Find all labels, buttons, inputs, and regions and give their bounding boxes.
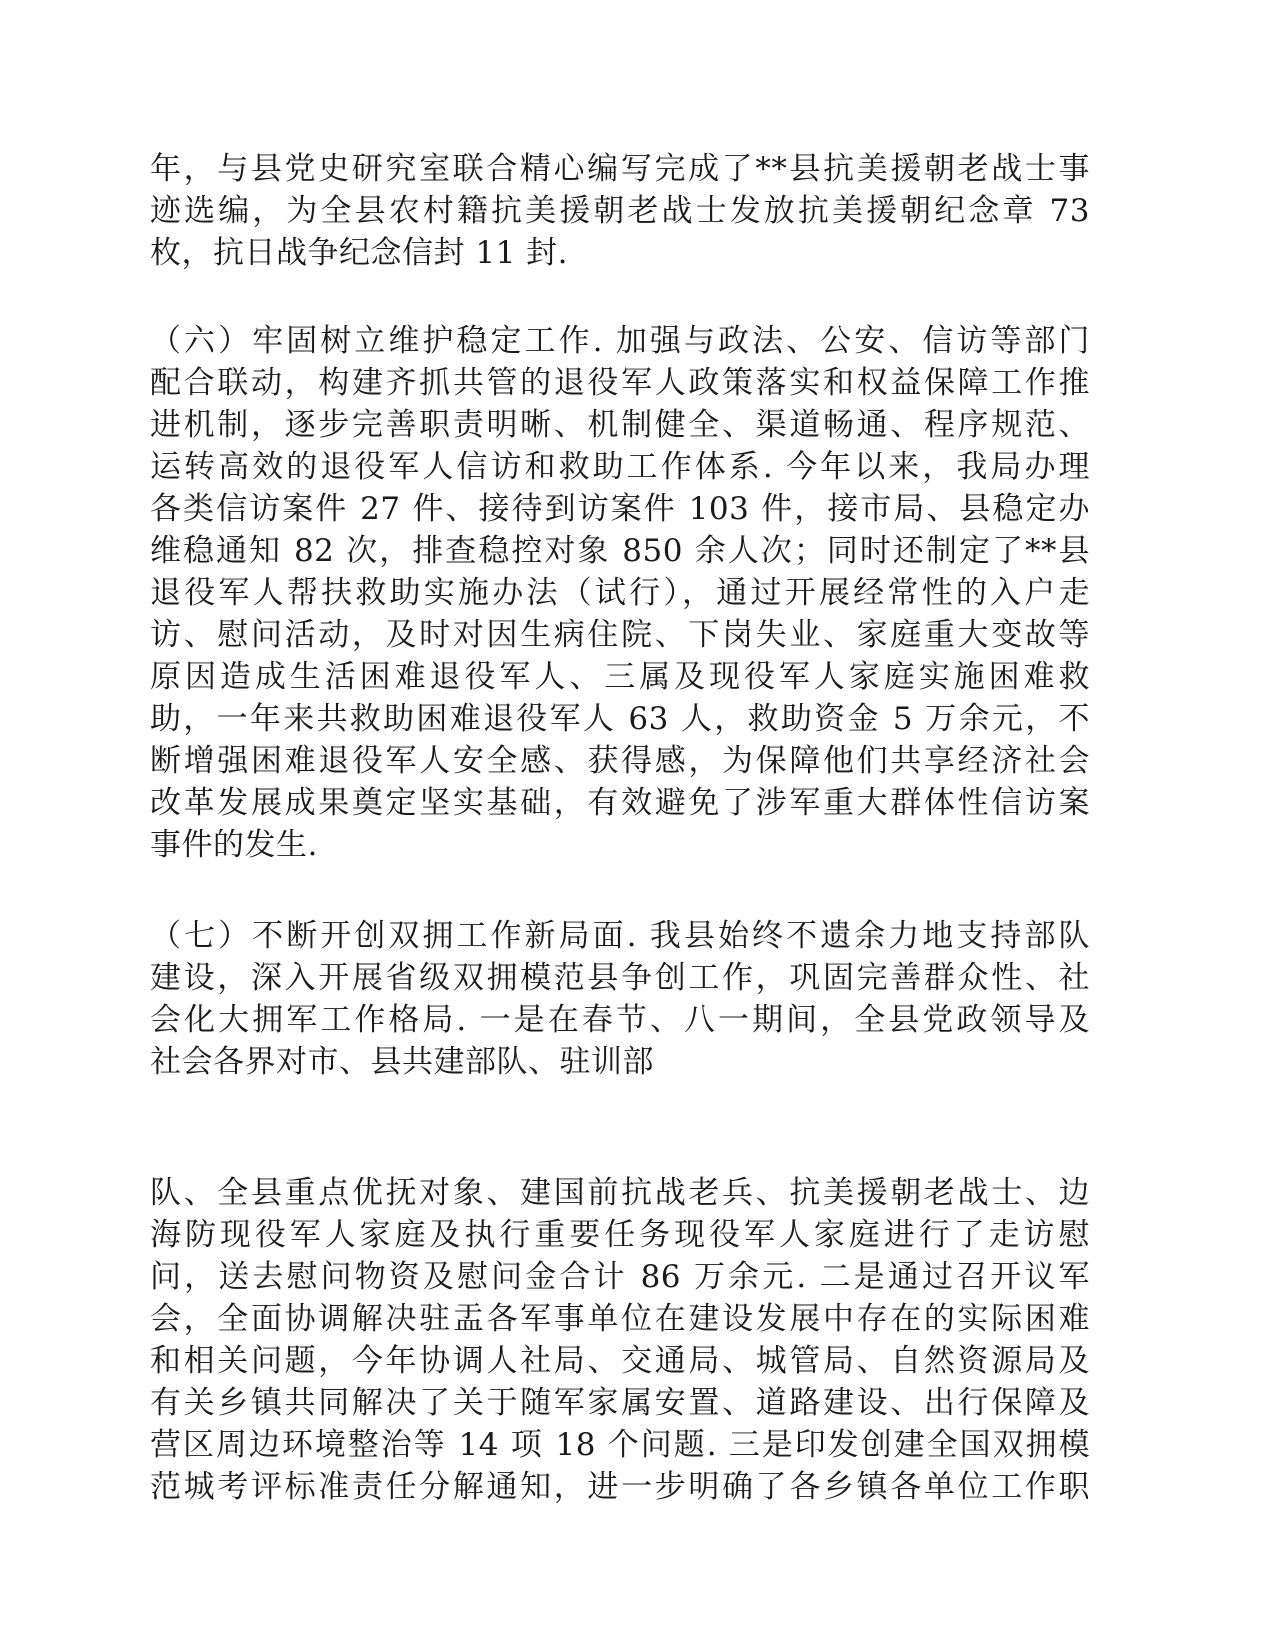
text-line: 各类信访案件 27 件、接待到访案件 103 件，接市局、县稳定办 [150, 491, 1090, 527]
text-line: （六）牢固树立维护稳定工作. 加强与政法、公安、信访等部门 [150, 323, 1090, 359]
text-line: 和相关问题，今年协调人社局、交通局、城管局、自然资源局及 [150, 1343, 1090, 1379]
text-line: 改革发展成果奠定坚实基础，有效避免了涉军重大群体性信访案 [150, 785, 1090, 821]
text-line: 运转高效的退役军人信访和救助工作体系. 今年以来，我局办理 [150, 449, 1090, 485]
text-line: 访、慰问活动，及时对因生病住院、下岗失业、家庭重大变故等 [150, 617, 1090, 653]
text-line: 助，一年来共救助困难退役军人 63 人，救助资金 5 万余元，不 [150, 701, 1090, 737]
text-line: 有关乡镇共同解决了关于随军家属安置、道路建设、出行保障及 [150, 1385, 1090, 1421]
text-line: 事件的发生. [150, 827, 318, 863]
text-line: 问，送去慰问物资及慰问金合计 86 万余元. 二是通过召开议军 [150, 1259, 1090, 1295]
text-line: 社会各界对市、县共建部队、驻训部 [150, 1044, 654, 1080]
text-line: （七）不断开创双拥工作新局面. 我县始终不遗余力地支持部队 [150, 918, 1090, 954]
text-line: 配合联动，构建齐抓共管的退役军人政策落实和权益保障工作推 [150, 365, 1090, 401]
text-line: 维稳通知 82 次，排查稳控对象 850 余人次；同时还制定了**县 [150, 533, 1090, 569]
text-line: 进机制，逐步完善职责明晰、机制健全、渠道畅通、程序规范、 [150, 407, 1090, 443]
text-line: 队、全县重点优抚对象、建国前抗战老兵、抗美援朝老战士、边 [150, 1175, 1090, 1211]
paragraph-continuation [150, 148, 1090, 274]
paragraph-stability-work [150, 320, 1090, 866]
text-line: 断增强困难退役军人安全感、获得感，为保障他们共享经济社会 [150, 743, 1090, 779]
text-line: 营区周边环境整治等 14 项 18 个问题. 三是印发创建全国双拥模 [150, 1427, 1090, 1463]
text-line: 会化大拥军工作格局. 一是在春节、八一期间，全县党政领导及 [150, 1002, 1090, 1038]
text-line: 退役军人帮扶救助实施办法（试行），通过开展经常性的入户走 [150, 575, 1090, 611]
text-line: 海防现役军人家庭及执行重要任务现役军人家庭进行了走访慰 [150, 1217, 1090, 1253]
paragraph-double-support [150, 915, 1090, 1083]
text-line: 建设，深入开展省级双拥模范县争创工作，巩固完善群众性、社 [150, 960, 1090, 996]
text-line: 年，与县党史研究室联合精心编写完成了**县抗美援朝老战士事 [150, 151, 1090, 187]
text-line: 迹选编，为全县农村籍抗美援朝老战士发放抗美援朝纪念章 73 [150, 193, 1090, 229]
text-line: 范城考评标准责任分解通知，进一步明确了各乡镇各单位工作职 [150, 1469, 1090, 1505]
paragraph-double-support-continued [150, 1172, 1090, 1508]
text-line: 原因造成生活困难退役军人、三属及现役军人家庭实施困难救 [150, 659, 1090, 695]
text-line: 枚，抗日战争纪念信封 11 封. [150, 235, 569, 271]
text-line: 会，全面协调解决驻盂各军事单位在建设发展中存在的实际困难 [150, 1301, 1090, 1337]
